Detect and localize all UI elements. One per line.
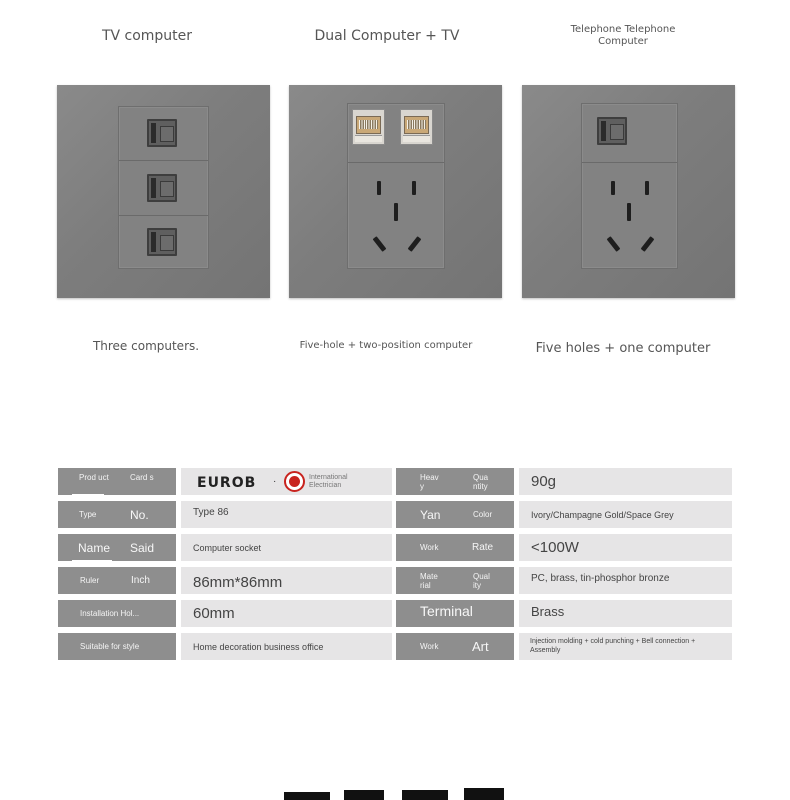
panel-three-computers [57, 85, 270, 298]
spec-label-size: Ruler Inch [58, 567, 176, 594]
caption-telephone-computer: Telephone Telephone Computer [570, 24, 676, 47]
spec-value-weight: 90g [519, 468, 732, 495]
panel-five-hole-one-computer [522, 85, 735, 298]
spec-label-terminal: Terminal [396, 600, 514, 627]
spec-label-name: Name Said [58, 534, 176, 561]
spec-label-material: Mate rial Qual ity [396, 567, 514, 594]
rj45-port-icon [352, 109, 385, 145]
spec-value-brand: EUROB · International Electrician [181, 468, 392, 495]
panel-dual-computer-five-hole [289, 85, 502, 298]
spec-value-type: Type 86 [181, 501, 392, 528]
spec-label-craft: Work Art [396, 633, 514, 660]
spec-value-terminal: Brass [519, 600, 732, 627]
badge-text: International Electrician [309, 474, 348, 489]
spec-label-install-hole: Installation Hol... [58, 600, 176, 627]
spec-value-name: Computer socket [181, 534, 392, 561]
spec-label-style: Suitable for style [58, 633, 176, 660]
computer-port-icon [147, 228, 177, 256]
spec-value-craft: Injection molding + cold punching + Bell connection + Assembly [519, 633, 732, 660]
spec-value-power: <100W [519, 534, 732, 561]
spec-label-product: Prod uct Card s [58, 468, 176, 495]
spec-label-type: Type No. [58, 501, 176, 528]
eurob-logo: EUROB [197, 475, 257, 491]
module-frame [118, 106, 209, 269]
spec-value-material: PC, brass, tin-phosphor bronze [519, 567, 732, 594]
computer-port-icon [597, 117, 627, 145]
section-heading-cutoff [280, 782, 520, 800]
caption-dual-computer-tv: Dual Computer + TV [314, 28, 460, 44]
rj45-port-icon [400, 109, 433, 145]
spec-label-weight: Heav y Qua ntity [396, 468, 514, 495]
caption-five-hole-two-computer: Five-hole + two-position computer [299, 340, 473, 351]
spec-value-style: Home decoration business office [181, 633, 392, 660]
spec-value-install-hole: 60mm [181, 600, 392, 627]
international-electrician-badge-icon [284, 471, 305, 492]
module-frame [347, 103, 445, 269]
spec-value-size: 86mm*86mm [181, 567, 392, 594]
spec-value-color: Ivory/Champagne Gold/Space Grey [519, 501, 732, 528]
spec-label-power: Work Rate [396, 534, 514, 561]
spec-label-color: Yan Color [396, 501, 514, 528]
caption-tv-computer: TV computer [101, 28, 193, 44]
caption-five-hole-one-computer: Five holes + one computer [535, 341, 711, 356]
computer-port-icon [147, 174, 177, 202]
caption-three-computers: Three computers. [92, 339, 200, 353]
computer-port-icon [147, 119, 177, 147]
module-frame [581, 103, 678, 269]
